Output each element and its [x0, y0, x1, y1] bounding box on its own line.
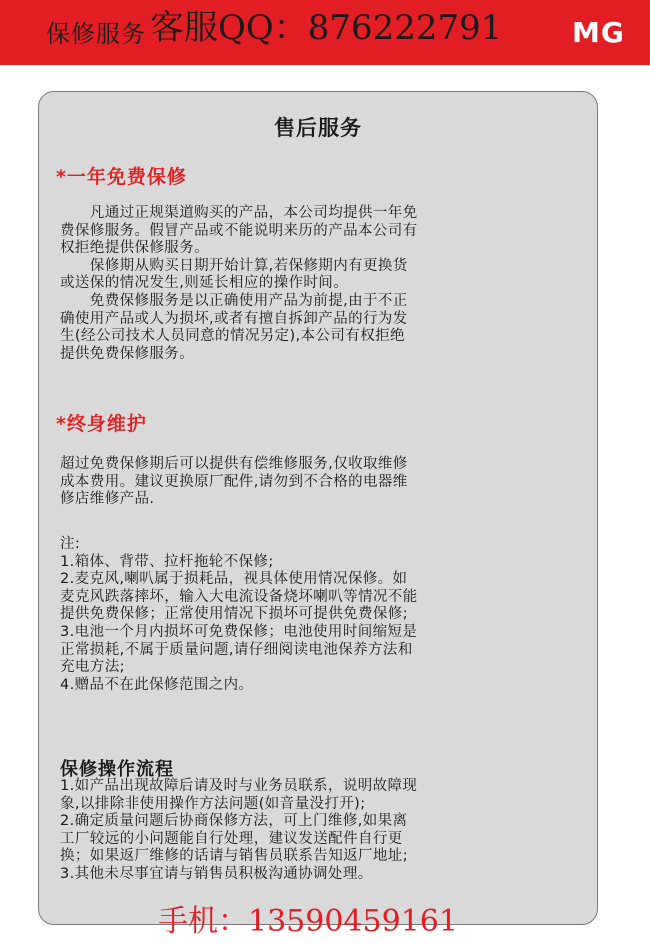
lifetime-maintenance-body: 超过免费保修期后可以提供有偿维修服务,仅收取维修 成本费用。建议更换原厂配件,请勿到不合格的电器维 修店维修产品.: [60, 456, 408, 508]
card-title: 售后服务: [274, 116, 362, 140]
process-heading: 保修操作流程: [60, 759, 174, 780]
warranty-notes: 注: 1.箱体、背带、拉杆拖轮不保修; 2.麦克风,喇叭属于损耗品，视具体使用情况保修。如 麦克风跌落摔坏，输入大电流设备烧坏喇叭等情况不能 提供免费保修；正常使用情况下损坏可提供免费保修; 3.电池一个月内损坏可免费保修；电池使用时间缩短是 正常损耗,不属于质量问题,请仔细阅读电池保养方法和 充电方法; 4.赠品不在此保修范围之内。: [60, 536, 418, 693]
brand-logo: MG: [572, 16, 625, 49]
free-warranty-body: 凡通过正规渠道购买的产品，本公司均提供一年免 费保修服务。假冒产品或不能说明来历的产品本公司有 权拒绝提供保修服务。 保修期从购买日期开始计算,若保修期内有更换货 或送保的情况发生,则延长相应的操作时间。 免费保修服务是以正确使用产品为前提,由于不正 确使用产品或人为损坏,或者有擅自拆卸产品的行为发 生(经公司技术人员同意的情况另定),本公司有权拒绝 提供免费保修服务。: [60, 205, 418, 362]
phone-contact-text: 手机：13590459161: [158, 904, 458, 939]
qq-contact-text: 客服QQ：876222791: [150, 8, 503, 48]
after-sales-card: [38, 91, 598, 925]
process-body: 1.如产品出现故障后请及时与业务员联系，说明故障现 象,以排除非使用操作方法问题(如音量没打开); 2.确定质量问题后协商保修方法，可上门维修,如果离 工厂较远的小问题能自行处理，建议发送配件自行更 换；如果返厂维修的话请与销售员联系告知返厂地址; 3.其他未尽事宜请与销售员积极沟通协调处理。: [60, 778, 418, 882]
free-warranty-heading: *一年免费保修: [56, 166, 187, 188]
header-banner: [0, 0, 650, 65]
lifetime-maintenance-heading: *终身维护: [56, 413, 147, 435]
header-title: 保修服务: [46, 20, 146, 48]
